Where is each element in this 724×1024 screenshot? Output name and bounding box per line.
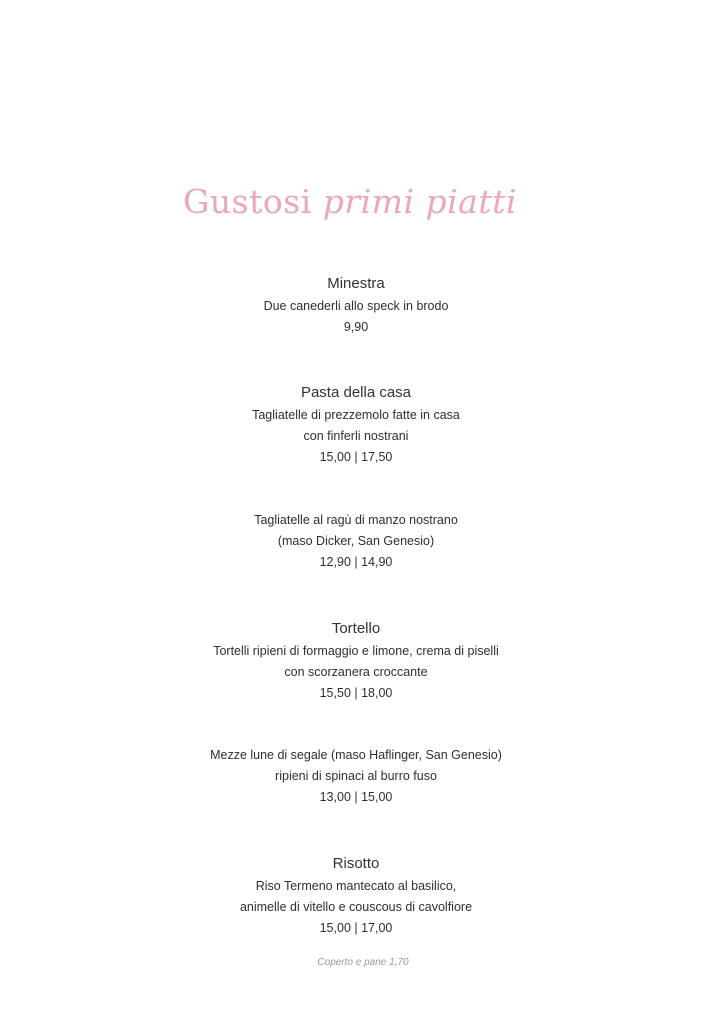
dish-description-line: Tagliatelle al ragù di manzo nostrano [254, 513, 458, 527]
title-italic: primi piatti [322, 182, 517, 221]
dish-description-line: Tagliatelle di prezzemolo fatte in casa [252, 408, 460, 422]
menu-item-mezze-lune [0, 745, 712, 808]
menu-section-risotto [0, 854, 712, 939]
page-title [0, 182, 700, 221]
dish-description-line: Mezze lune di segale (maso Haflinger, San Genesio) [210, 748, 502, 762]
section-name: Risotto [332, 855, 380, 872]
title-regular: Gustosi [183, 182, 312, 221]
dish-price: 9,90 [343, 320, 369, 334]
dish-price: 12,90 | 14,90 [319, 555, 393, 569]
section-name: Minestra [327, 275, 385, 292]
dish-price: 13,00 | 15,00 [319, 790, 393, 804]
dish-description-line: con scorzanera croccante [284, 665, 428, 679]
menu-item-tagliatelle-ragu [0, 510, 712, 573]
menu-section-tortello [0, 619, 712, 704]
dish-description-line: Tortelli ripieni di formaggio e limone, crema di piselli [213, 644, 499, 658]
dish-description-line: (maso Dicker, San Genesio) [277, 534, 435, 548]
dish-price: 15,50 | 18,00 [319, 686, 393, 700]
dish-description-line: Riso Termeno mantecato al basilico, [255, 879, 457, 893]
dish-description-line: con finferli nostrani [303, 429, 409, 443]
section-name: Pasta della casa [300, 384, 412, 401]
dish-price: 15,00 | 17,00 [319, 921, 393, 935]
dish-description-line: animelle di vitello e couscous di cavolfiore [239, 900, 473, 914]
menu-section-pasta-della-casa [0, 383, 712, 468]
cover-charge-note: Coperto e pane 1,70 [317, 957, 409, 968]
menu-section-minestra [0, 274, 712, 338]
dish-price: 15,00 | 17,50 [319, 450, 393, 464]
dish-description-line: ripieni di spinaci al burro fuso [275, 769, 437, 783]
dish-description-line: Due canederli allo speck in brodo [263, 299, 449, 313]
section-name: Tortello [331, 620, 381, 637]
